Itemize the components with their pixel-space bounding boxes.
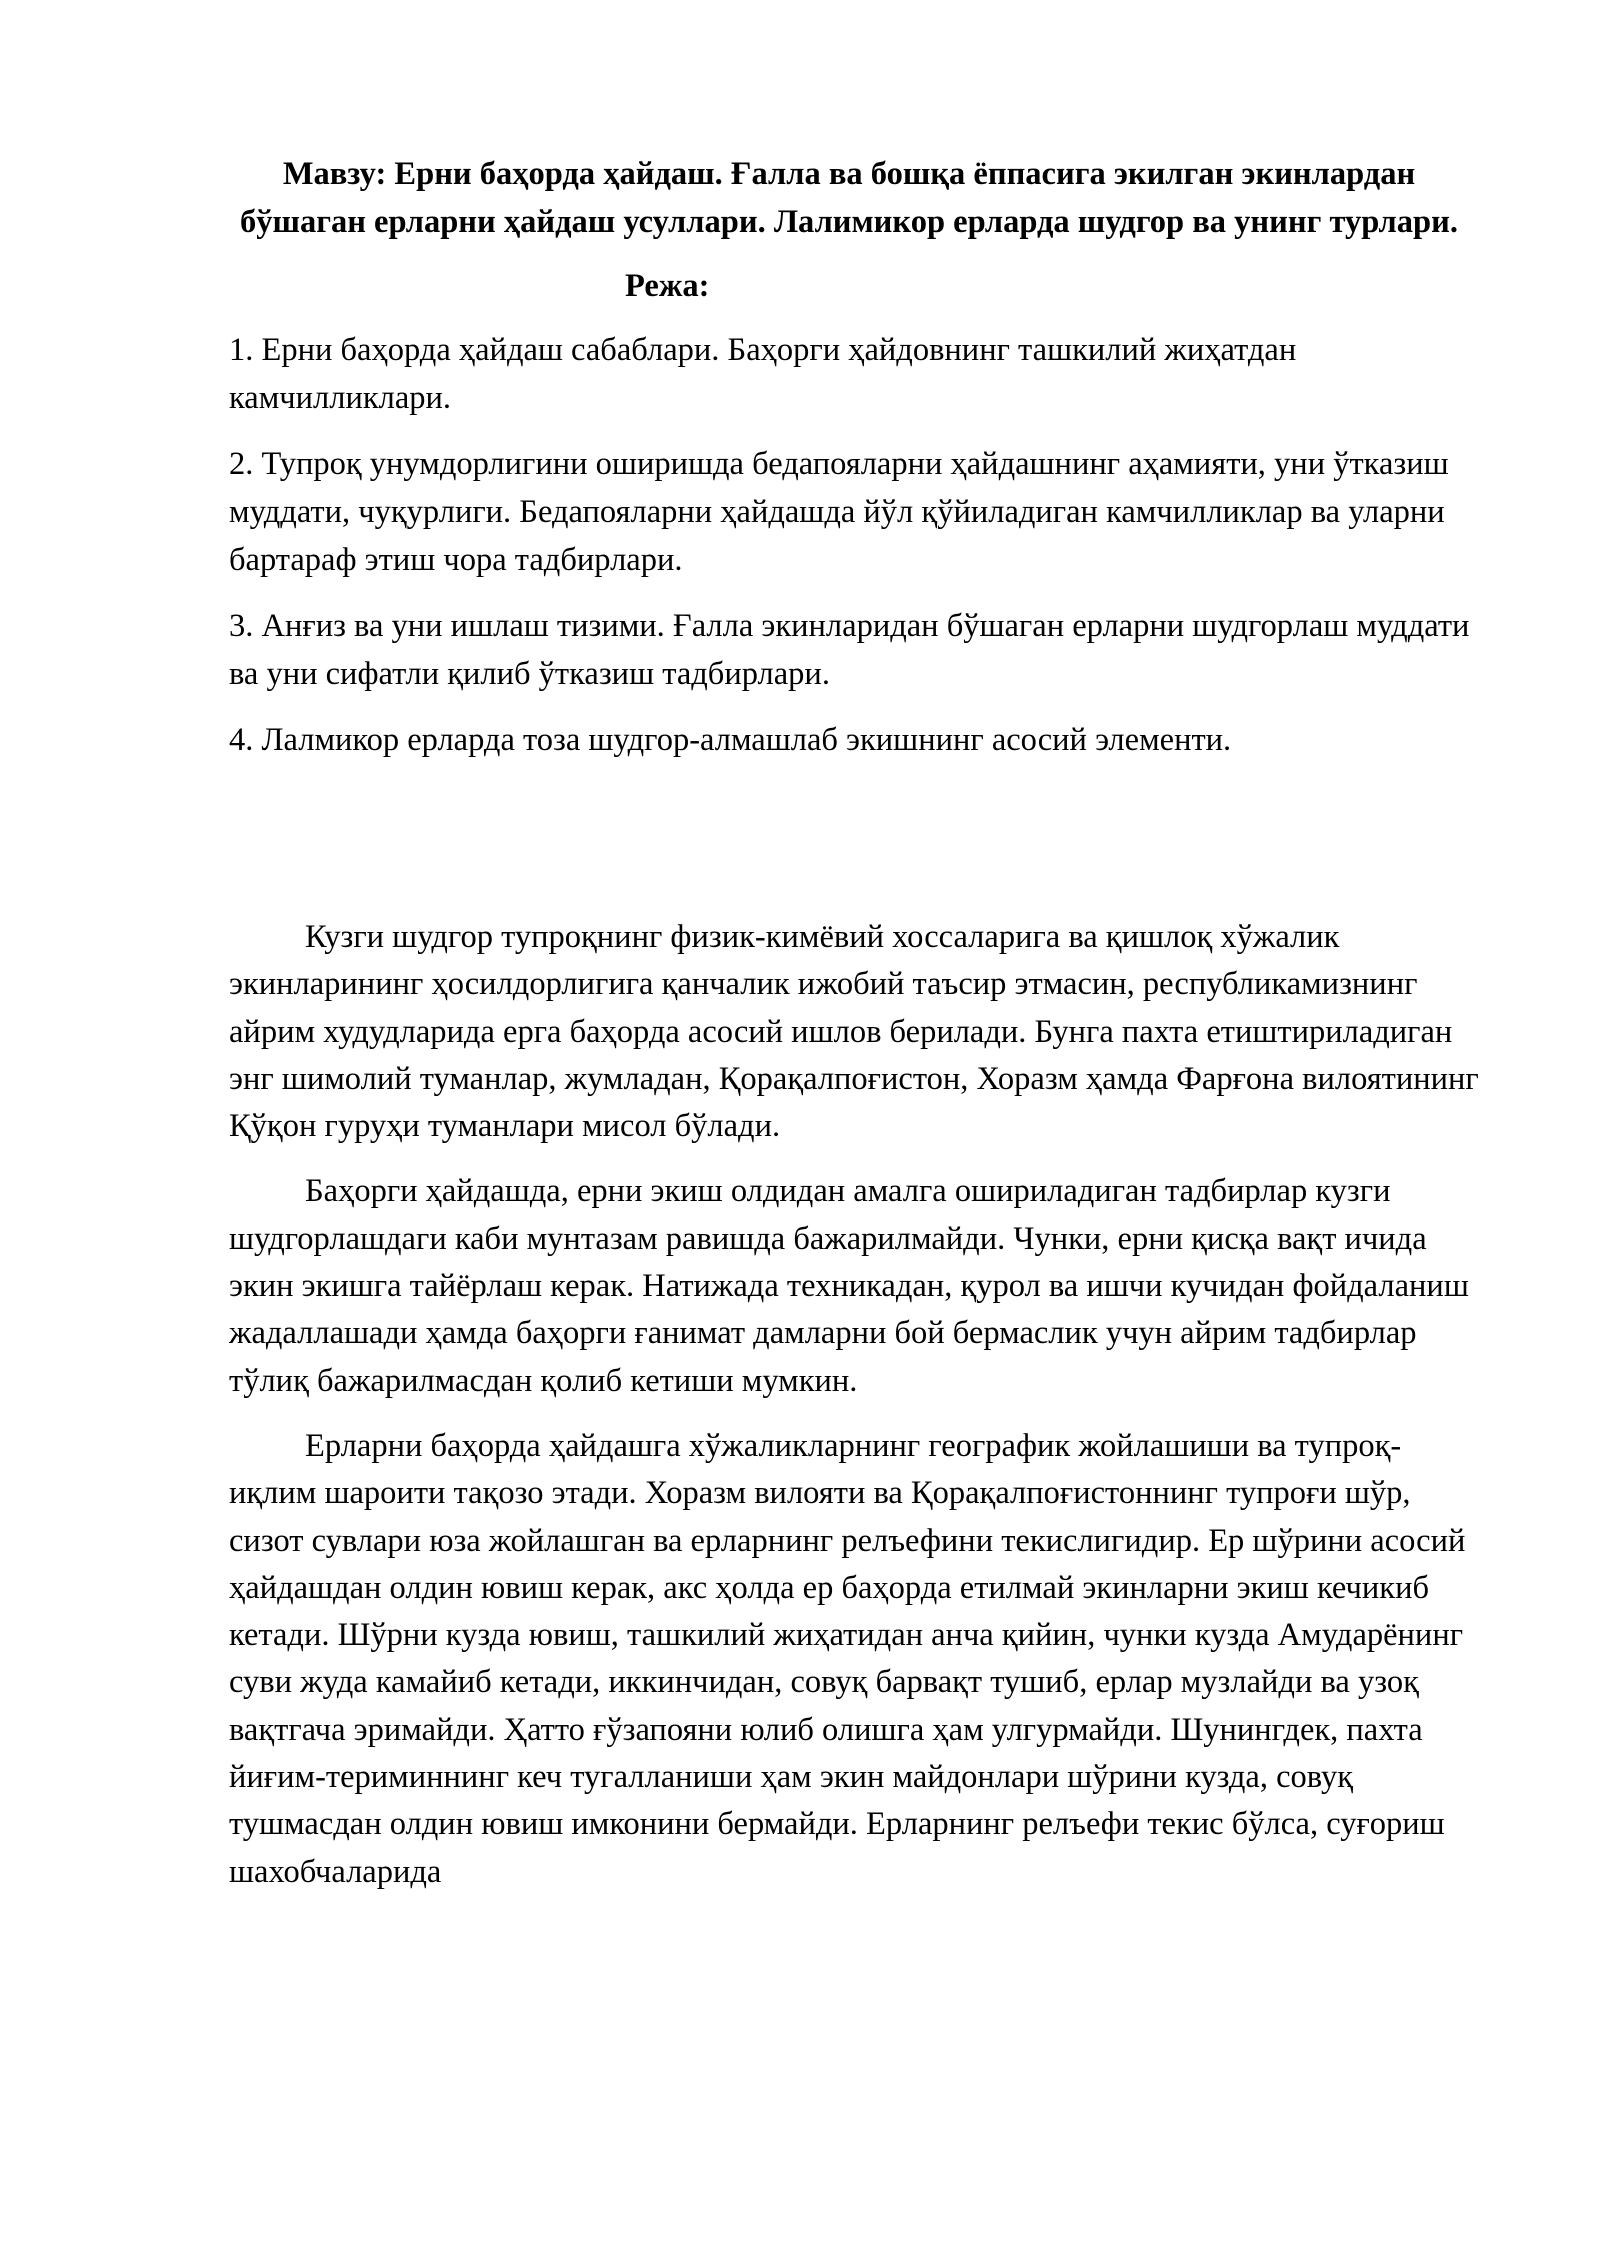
plan-heading: Режа: xyxy=(625,268,710,304)
plan-item-2: 2. Тупроқ унумдорлигини оширишда бедапояларни ҳайдашнинг аҳамияти, уни ўтказиш муддати, чуқурлиги. Бедапояларни ҳайдашда йўл қўйиладиган камчилликлар ва уларни бартараф этиш чора тадбирлари. xyxy=(229,446,1449,578)
plan-item-1: 1. Ерни баҳорда ҳайдаш сабаблари. Баҳорги ҳайдовнинг ташкилий жиҳатдан камчилликлари. xyxy=(229,332,1297,416)
plan-item-3: 3. Анғиз ва уни ишлаш тизими. Ғалла экинларидан бўшаган ерларни шудгорлаш муддати ва уни сифатли қилиб ўтказиш тадбирлари. xyxy=(229,608,1470,692)
paragraph-2: Баҳорги ҳайдашда, ерни экиш олдидан амалга ошириладиган тадбирлар кузги шудгорлашдаги каби мунтазам равишда бажарилмайди. Чунки, ерни қисқа вақт ичида экин экишга тайёрлаш керак. Натижада техникадан, қурол ва ишчи кучидан фойдаланиш жадаллашади ҳамда баҳорги ғанимат дамларни бой бермаслик учун айрим тадбирлар тўлиқ бажарилмасдан қолиб кетиши мумкин. xyxy=(229,1173,1469,1399)
paragraph-1: Кузги шудгор тупроқнинг физик-кимёвий хоссаларига ва қишлоқ хўжалик экинларининг ҳосилдорлигига қанчалик ижобий таъсир этмасин, республикамизнинг айрим худудларида ерга баҳорда асосий ишлов берилади. Бунга пахта етиштириладиган энг шимолий туманлар, жумладан, Қорақалпоғистон, Хоразм ҳамда Фарғона вилоятининг Қўқон гуруҳи туманлари мисол бўлади. xyxy=(229,919,1479,1145)
document-page xyxy=(229,150,1479,1914)
body-text xyxy=(229,914,1479,1896)
paragraph-3: Ерларни баҳорда ҳайдашга хўжаликларнинг географик жойлашиши ва тупроқ-иқлим шароити тақозо этади. Хоразм вилояти ва Қорақалпоғистоннинг тупроғи шўр, сизот сувлари юза жойлашган ва ерларнинг релъефини текислигидир. Ер шўрини асосий ҳайдашдан олдин ювиш керак, акс ҳолда ер баҳорда етилмай экинларни экиш кечикиб кетади. Шўрни кузда ювиш, ташкилий жиҳатидан анча қийин, чунки кузда Амударёнинг суви жуда камайиб кетади, иккинчидан, совуқ барвақт тушиб, ерлар музлайди ва узоқ вақтгача эримайди. Ҳатто ғўзапояни юлиб олишга ҳам улгурмайди. Шунингдек, пахта йиғим-териминнинг кеч тугалланиши ҳам экин майдонлари шўрини кузда, совуқ тушмасдан олдин ювиш имконини бермайди. Ерларнинг релъефи текис бўлса, суғориш шахобчаларида xyxy=(229,1427,1466,1890)
plan-list xyxy=(229,326,1479,764)
document-title: Мавзу: Ерни баҳорда ҳайдаш. Ғалла ва бошқа ёппасига экилган экинлардан бўшаган ерларни ҳайдаш усуллари. Лалимикор ерларда шудгор ва унинг турлари. xyxy=(240,156,1458,240)
plan-item-4: 4. Лалмикор ерларда тоза шудгор-алмашлаб экишнинг асосий элементи. xyxy=(229,722,1232,758)
